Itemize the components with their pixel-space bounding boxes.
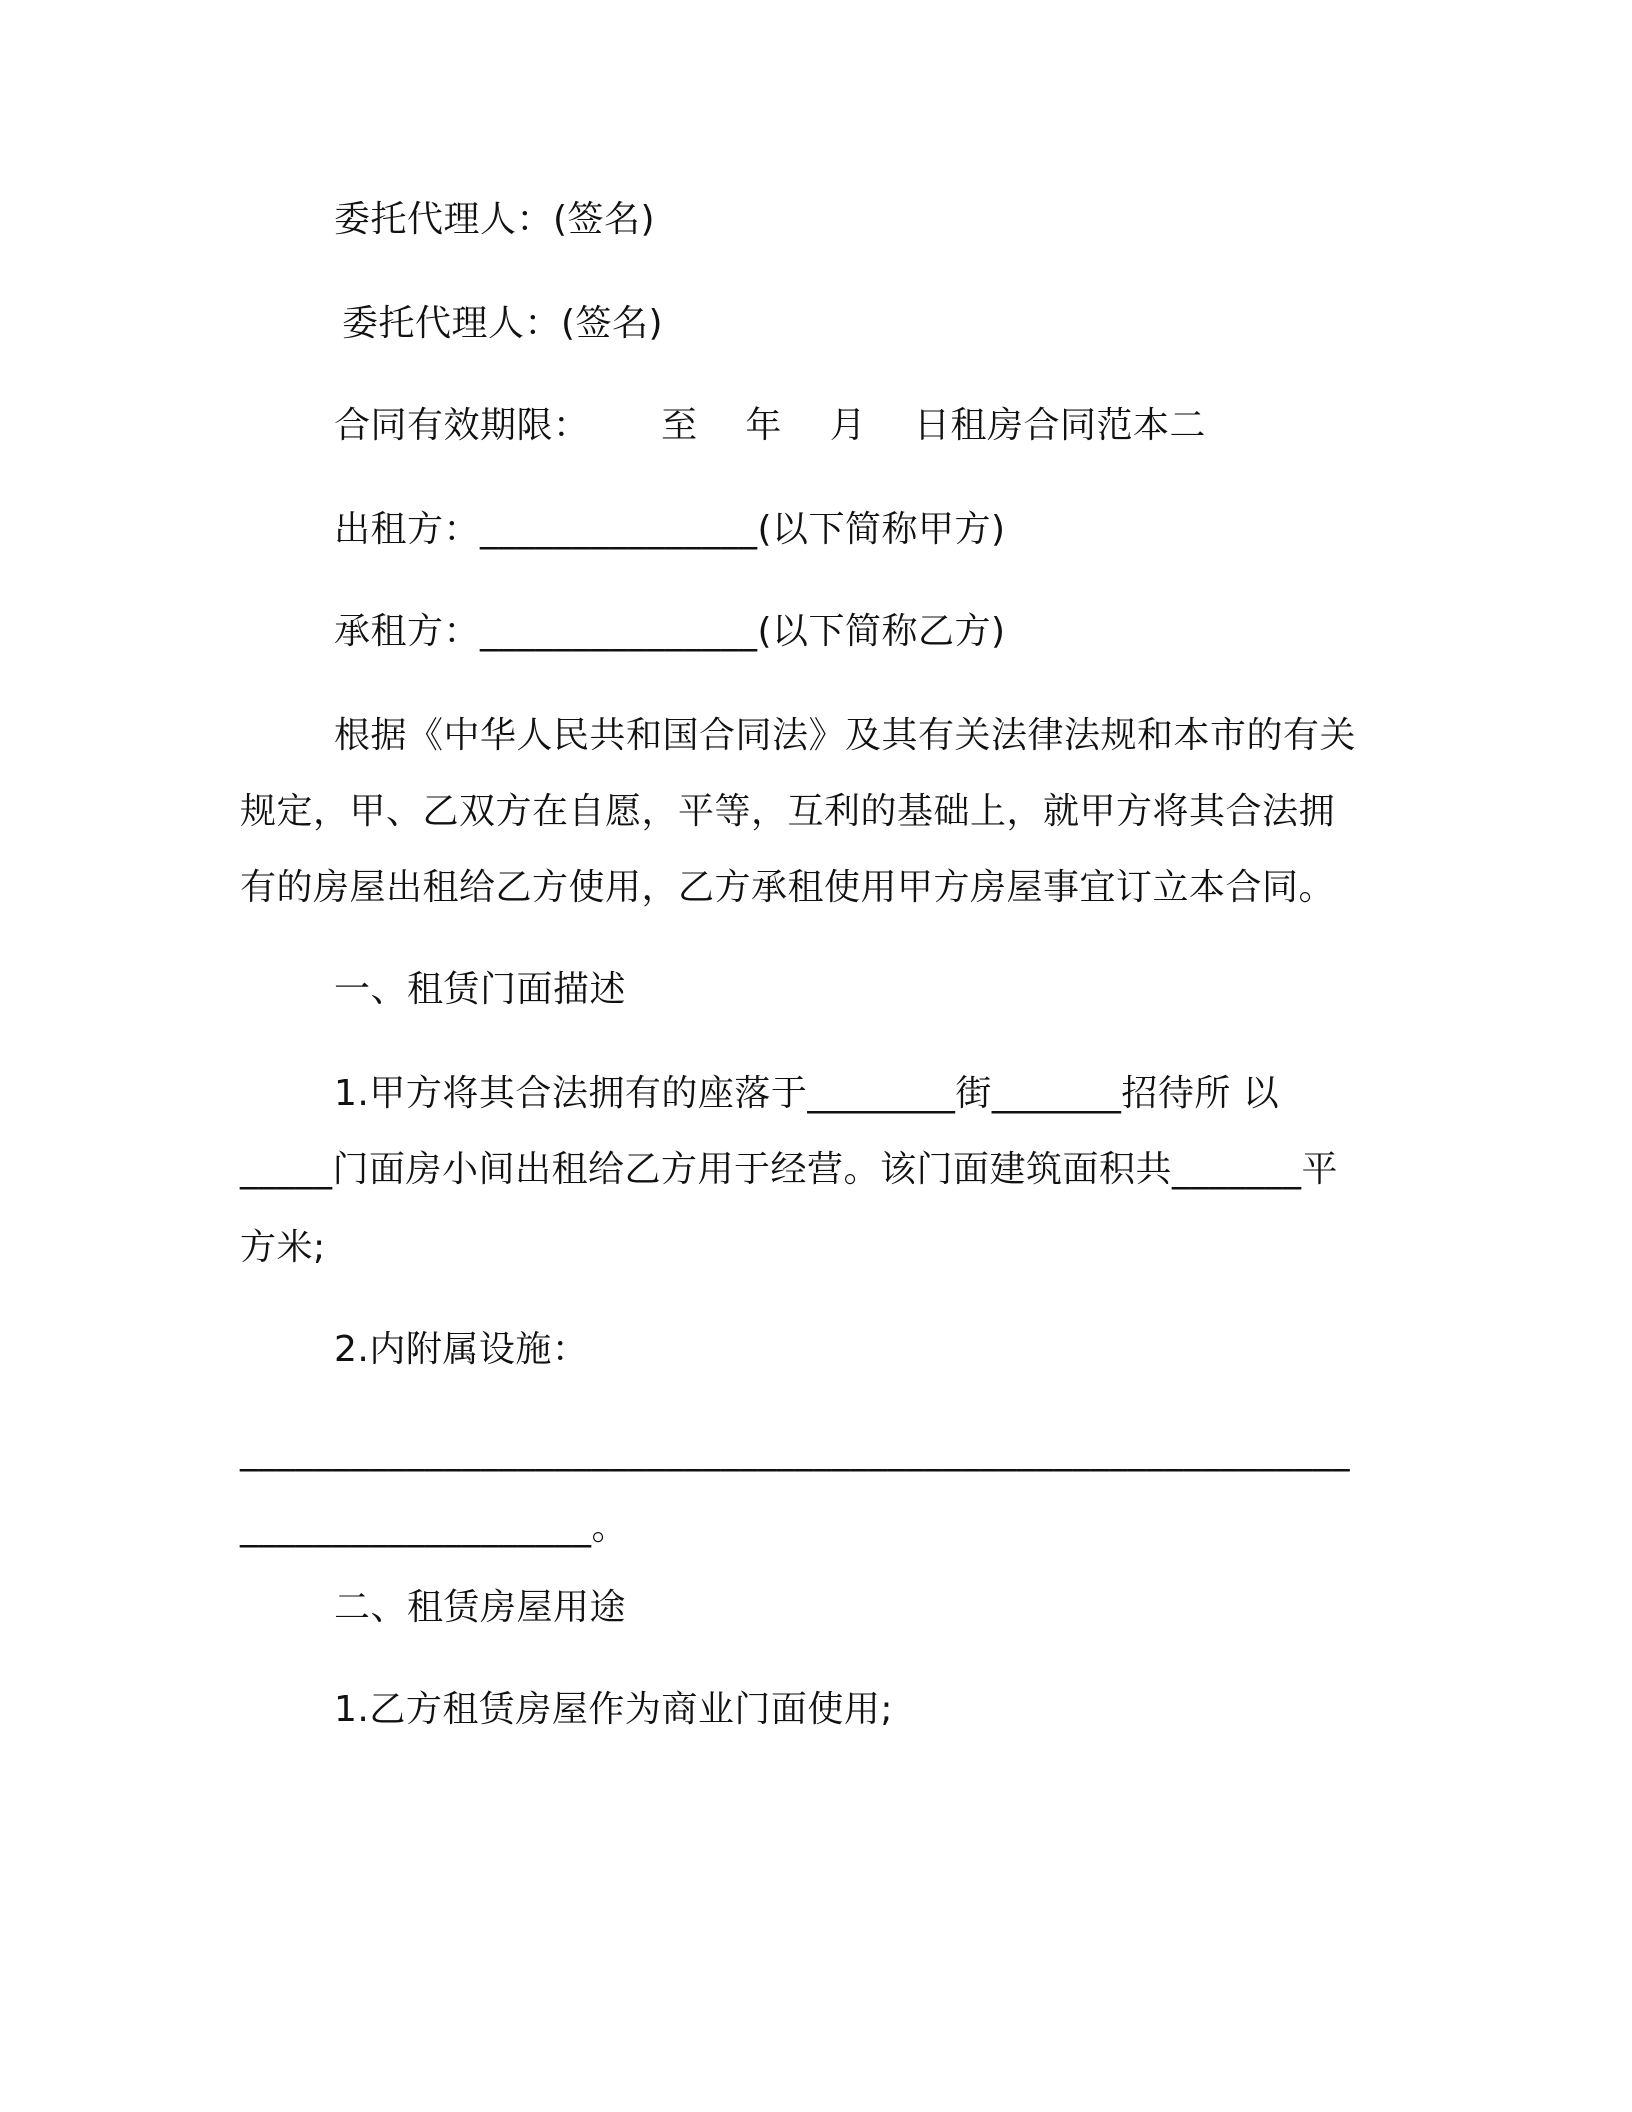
fill-blank-line-1: ____________________________________________________________: [240, 1431, 1350, 1472]
item-1-1-line-2: _____门面房小间出租给乙方用于经营。该门面建筑面积共_______平: [240, 1149, 1339, 1190]
section-1-title: 一、租赁门面描述: [334, 969, 627, 1010]
preamble-line-3: 有的房屋出租给乙方使用，乙方承租使用甲方房屋事宜订立本合同。: [240, 867, 1336, 908]
fill-blank-line-2: ___________________。: [240, 1507, 628, 1548]
validity-period-line: 合同有效期限： 至 年 月 日租房合同范本二: [334, 405, 1206, 446]
lessee-line: 承租方：_______________(以下简称乙方): [334, 611, 1006, 652]
item-2-1: 1.乙方租赁房屋作为商业门面使用;: [334, 1689, 893, 1730]
section-2-title: 二、租赁房屋用途: [334, 1587, 627, 1628]
lessor-line: 出租方：_______________(以下简称甲方): [334, 509, 1006, 550]
item-1-1-line-3: 方米;: [240, 1227, 326, 1268]
item-1-2: 2.内附属设施：: [334, 1329, 589, 1370]
preamble-line-1: 根据《中华人民共和国合同法》及其有关法律法规和本市的有关: [334, 715, 1357, 756]
preamble-line-2: 规定，甲、乙双方在自愿，平等，互利的基础上，就甲方将其合法拥: [240, 791, 1336, 832]
agent-signature-line-2: 委托代理人：(签名): [342, 303, 664, 344]
agent-signature-line-1: 委托代理人：(签名): [334, 199, 656, 240]
item-1-1-line-1: 1.甲方将其合法拥有的座落于________街_______招待所 以: [334, 1073, 1280, 1114]
